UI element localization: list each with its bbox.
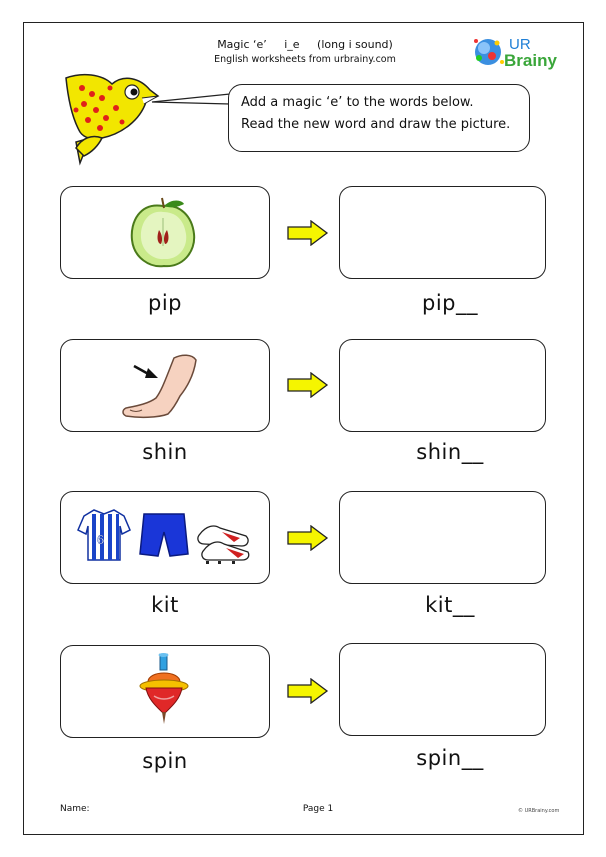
instruction-line-2: Read the new word and draw the picture. bbox=[241, 117, 511, 132]
shorts-icon bbox=[140, 514, 188, 556]
football-kit-icon bbox=[72, 506, 254, 570]
fish-mascot-icon bbox=[62, 68, 164, 168]
answer-pip: pip__ bbox=[422, 291, 478, 315]
word-spin: spin bbox=[142, 749, 188, 773]
answer-kit: kit__ bbox=[425, 593, 475, 617]
svg-text:6: 6 bbox=[97, 532, 105, 547]
arrow-icon bbox=[287, 220, 329, 246]
boots-icon bbox=[198, 526, 249, 564]
answer-shin: shin__ bbox=[416, 440, 484, 464]
page-subtitle: English worksheets from urbrainy.com bbox=[214, 54, 396, 65]
page-title: Magic ‘e’ i_e (long i sound) bbox=[217, 38, 393, 51]
logo-ur-text: UR bbox=[509, 36, 531, 53]
arrow-icon bbox=[287, 525, 329, 551]
arrow-icon bbox=[287, 678, 329, 704]
copyright: © URBrainy.com bbox=[518, 808, 560, 814]
drawing-box-shin[interactable] bbox=[339, 339, 546, 432]
shirt-icon bbox=[78, 510, 130, 560]
arrow-icon bbox=[287, 372, 329, 398]
word-kit: kit bbox=[151, 593, 179, 617]
leg-icon bbox=[118, 350, 218, 422]
speech-pointer bbox=[150, 92, 230, 112]
page-number: Page 1 bbox=[302, 804, 334, 814]
instruction-line-1: Add a magic ‘e’ to the words below. bbox=[241, 95, 474, 110]
answer-spin: spin__ bbox=[416, 746, 484, 770]
drawing-box-spin[interactable] bbox=[339, 643, 546, 736]
drawing-box-kit[interactable] bbox=[339, 491, 546, 584]
name-label: Name: bbox=[60, 804, 90, 814]
drawing-box-pip[interactable] bbox=[339, 186, 546, 279]
word-pip: pip bbox=[148, 291, 182, 315]
logo-brainy-text: Brainy bbox=[504, 51, 557, 70]
instruction-bubble bbox=[228, 84, 530, 152]
urbrainy-logo bbox=[471, 32, 563, 72]
apple-half-icon bbox=[126, 196, 200, 270]
spinning-top-icon bbox=[138, 652, 190, 726]
word-shin: shin bbox=[142, 440, 188, 464]
